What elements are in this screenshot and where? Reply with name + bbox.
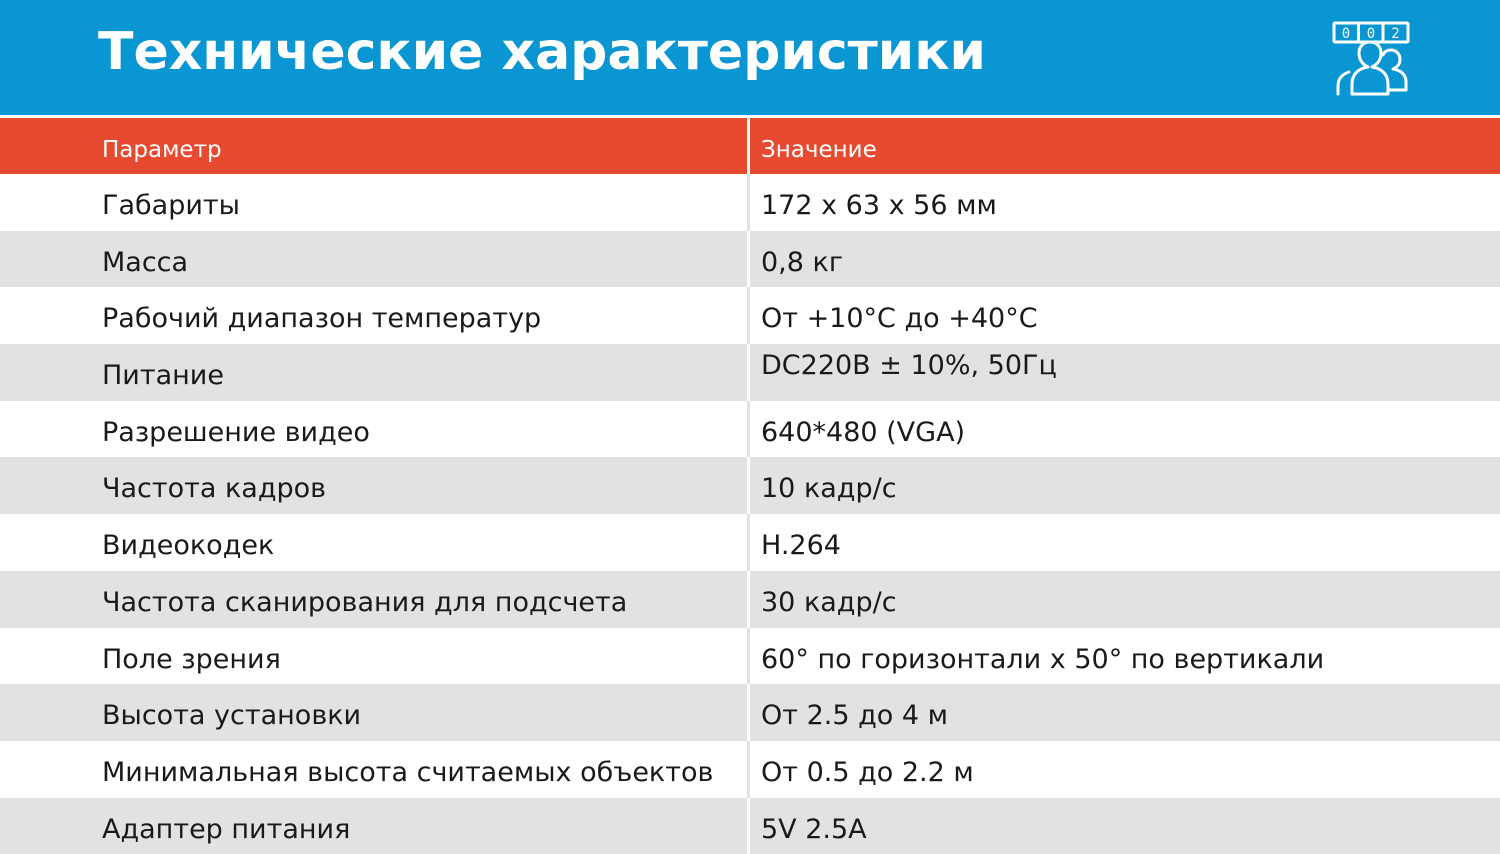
row-value: От 0.5 до 2.2 м — [761, 756, 974, 788]
table-row — [0, 571, 1500, 628]
row-parameter: Частота сканирования для подсчета — [0, 571, 750, 628]
logo-digit-1: 0 — [1341, 26, 1351, 42]
row-value: DC220В ± 10%, 50Гц — [761, 350, 1057, 382]
row-value: 10 кадр/с — [761, 473, 897, 505]
row-parameter: Масса — [0, 231, 750, 288]
table-row — [0, 174, 1500, 231]
people-counter-icon — [1330, 18, 1412, 98]
row-parameter: Видеокодек — [0, 514, 750, 571]
row-value: 0,8 кг — [761, 246, 844, 278]
table-row — [0, 684, 1500, 741]
logo-digit-2: 0 — [1366, 26, 1376, 42]
row-parameter: Поле зрения — [0, 628, 750, 685]
table-row — [0, 628, 1500, 685]
row-value: 172 x 63 x 56 мм — [761, 190, 997, 221]
column-header-parameter: Параметр — [0, 118, 750, 174]
table-row — [0, 798, 1500, 854]
row-value: 30 кадр/с — [761, 586, 897, 618]
row-value: H.264 — [761, 530, 841, 562]
spec-table — [0, 118, 1500, 854]
table-row — [0, 741, 1500, 798]
page-title: Технические характеристики — [98, 22, 986, 82]
row-value: 640*480 (VGA) — [761, 416, 966, 448]
row-parameter: Рабочий диапазон температур — [0, 287, 750, 344]
row-value: От +10°С до +40°С — [761, 303, 1038, 335]
row-parameter: Габариты — [0, 174, 750, 231]
table-row — [0, 401, 1500, 458]
row-value: 5V 2.5A — [761, 813, 867, 845]
row-value: От 2.5 до 4 м — [761, 700, 948, 732]
row-parameter: Минимальная высота считаемых объектов — [0, 741, 750, 798]
table-row — [0, 287, 1500, 344]
table-header-row — [0, 118, 1500, 174]
row-parameter: Разрешение видео — [0, 401, 750, 458]
row-parameter: Адаптер питания — [0, 798, 750, 854]
table-row — [0, 344, 1500, 401]
table-row — [0, 231, 1500, 288]
table-row — [0, 457, 1500, 514]
row-value: 60° по горизонтали х 50° по вертикали — [761, 643, 1325, 675]
table-row — [0, 514, 1500, 571]
row-parameter: Высота установки — [0, 684, 750, 741]
logo-digit-3: 2 — [1391, 26, 1400, 42]
row-parameter: Частота кадров — [0, 457, 750, 514]
column-header-value: Значение — [761, 137, 877, 163]
header-bar — [0, 0, 1500, 115]
row-parameter: Питание — [0, 344, 750, 401]
